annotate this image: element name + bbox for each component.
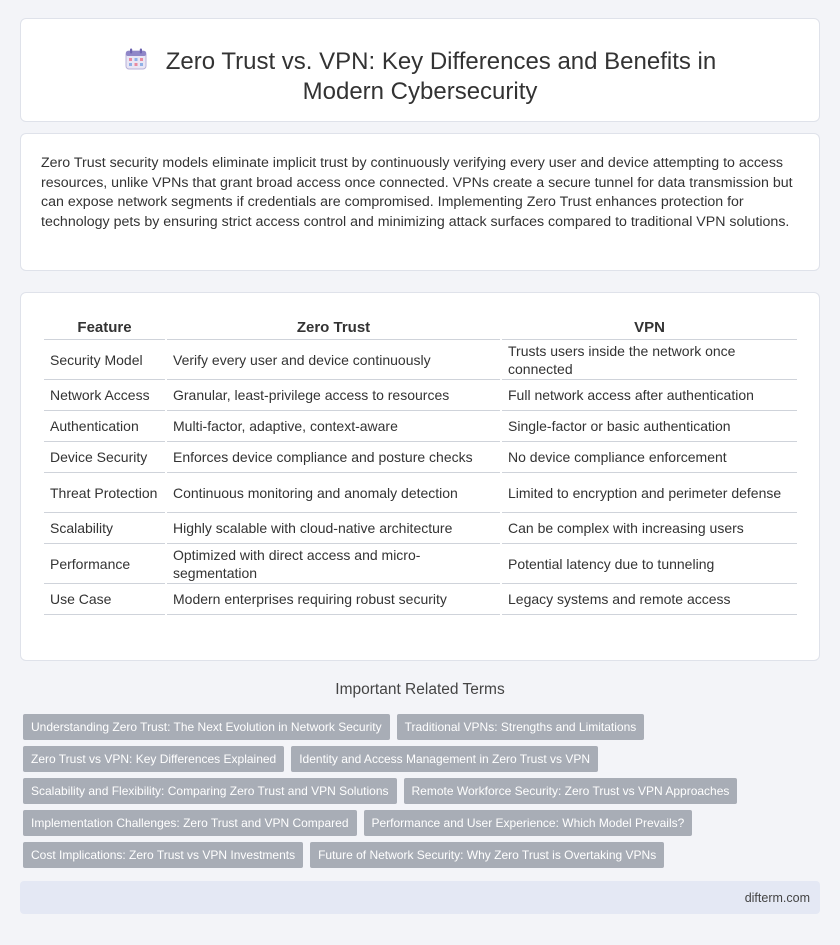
related-term-tag[interactable]: Cost Implications: Zero Trust vs VPN Investments (23, 842, 303, 868)
zero-trust-cell: Optimized with direct access and micro-segmentation (167, 544, 500, 584)
intro-paragraph: Zero Trust security models eliminate implicit trust by continuously verifying every user and device attempting to access resources, unlike VPNs that grant broad access once connected. VPNs create a secure tunnel for data transmission but can expose network segments if credentials are compromised. Implementing Zero Trust enhances protection for technology pets by ensuring strict access control and minimizing attack surfaces compared to traditional VPN solutions. (41, 155, 793, 230)
zero-trust-cell: Enforces device compliance and posture checks (167, 442, 500, 473)
table-row (44, 584, 797, 615)
intro-card (20, 133, 820, 271)
vpn-cell: Legacy systems and remote access (502, 584, 797, 615)
header-feature: Feature (44, 314, 165, 340)
vpn-cell: Full network access after authentication (502, 380, 797, 411)
title-card (20, 18, 820, 122)
related-term-tag[interactable]: Future of Network Security: Why Zero Trust is Overtaking VPNs (310, 842, 664, 868)
zero-trust-cell: Modern enterprises requiring robust security (167, 584, 500, 615)
header-vpn: VPN (502, 314, 797, 340)
zero-trust-cell: Multi-factor, adaptive, context-aware (167, 411, 500, 442)
header-zero-trust: Zero Trust (167, 314, 500, 340)
feature-cell: Authentication (44, 411, 165, 442)
site-link[interactable]: difterm.com (744, 891, 810, 905)
feature-cell: Security Model (44, 340, 165, 380)
related-terms-heading: Important Related Terms (335, 681, 505, 698)
vpn-cell: Can be complex with increasing users (502, 513, 797, 544)
feature-cell: Device Security (44, 442, 165, 473)
feature-cell: Scalability (44, 513, 165, 544)
zero-trust-cell: Highly scalable with cloud-native architecture (167, 513, 500, 544)
related-term-tag[interactable]: Zero Trust vs VPN: Key Differences Explained (23, 746, 284, 772)
table-header-row (44, 314, 797, 340)
related-term-tag[interactable]: Identity and Access Management in Zero Trust vs VPN (291, 746, 598, 772)
feature-cell: Use Case (44, 584, 165, 615)
table-row (44, 442, 797, 473)
vpn-cell: Limited to encryption and perimeter defense (502, 473, 797, 513)
vpn-cell: No device compliance enforcement (502, 442, 797, 473)
page-title: Zero Trust vs. VPN: Key Differences and Benefits in Modern Cybersecurity (165, 48, 717, 105)
vpn-cell: Potential latency due to tunneling (502, 544, 797, 584)
table-row (44, 411, 797, 442)
zero-trust-cell: Granular, least-privilege access to resources (167, 380, 500, 411)
zero-trust-cell: Verify every user and device continuously (167, 340, 500, 380)
zero-trust-cell: Continuous monitoring and anomaly detection (167, 473, 500, 513)
footer-bar (20, 881, 820, 914)
page-title-wrap (81, 45, 759, 107)
related-terms-list (23, 714, 823, 874)
table-row (44, 544, 797, 584)
table-row (44, 473, 797, 513)
related-term-tag[interactable]: Understanding Zero Trust: The Next Evolution in Network Security (23, 714, 390, 740)
related-term-tag[interactable]: Implementation Challenges: Zero Trust and VPN Compared (23, 810, 357, 836)
related-term-tag[interactable]: Remote Workforce Security: Zero Trust vs VPN Approaches (404, 778, 738, 804)
related-term-tag[interactable]: Scalability and Flexibility: Comparing Zero Trust and VPN Solutions (23, 778, 397, 804)
feature-cell: Threat Protection (44, 473, 165, 513)
comparison-table (42, 314, 799, 615)
calendar-icon (124, 47, 148, 71)
comparison-card (20, 292, 820, 661)
vpn-cell: Trusts users inside the network once connected (502, 340, 797, 380)
feature-cell: Network Access (44, 380, 165, 411)
feature-cell: Performance (44, 544, 165, 584)
related-term-tag[interactable]: Performance and User Experience: Which Model Prevails? (364, 810, 693, 836)
table-row (44, 380, 797, 411)
table-row (44, 513, 797, 544)
table-row (44, 340, 797, 380)
related-term-tag[interactable]: Traditional VPNs: Strengths and Limitations (397, 714, 645, 740)
vpn-cell: Single-factor or basic authentication (502, 411, 797, 442)
